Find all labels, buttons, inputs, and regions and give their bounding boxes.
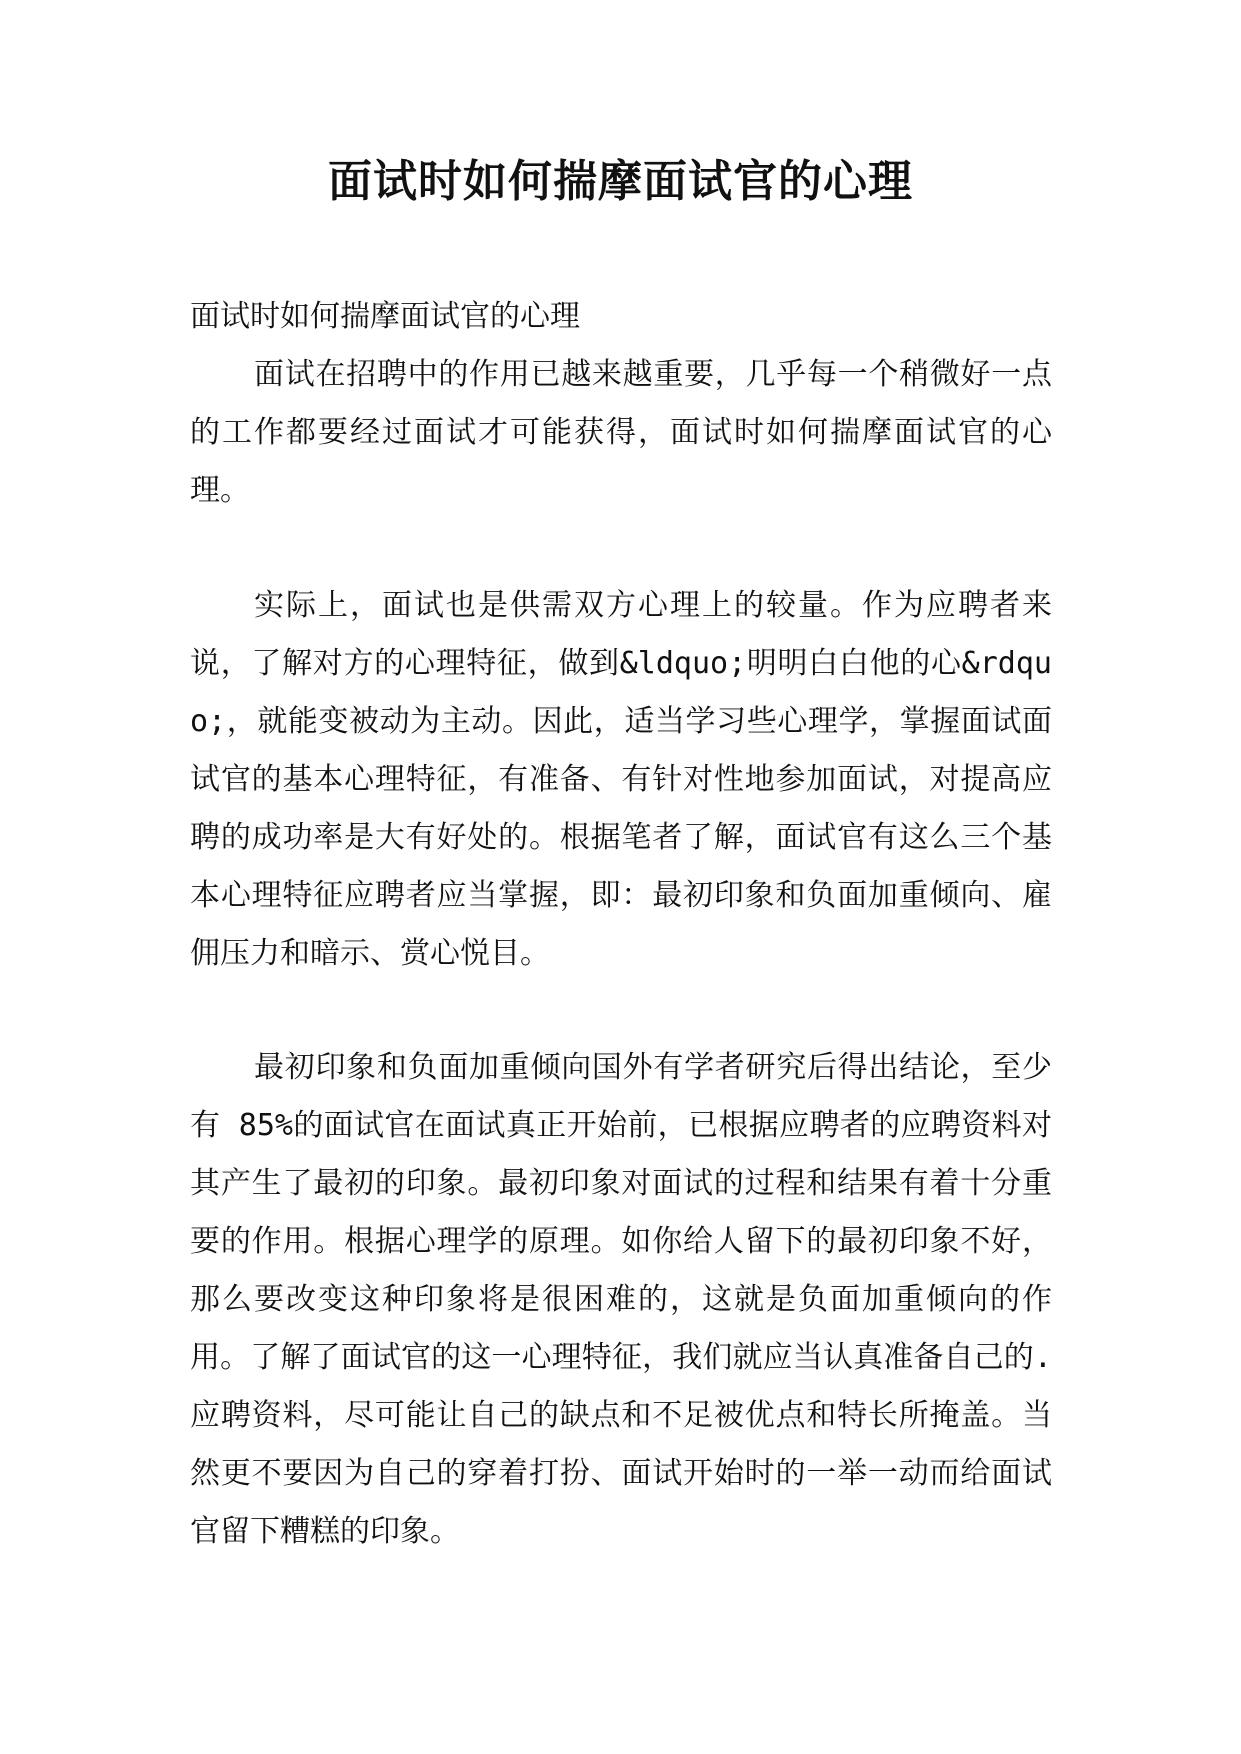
document-title: 面试时如何揣摩面试官的心理 <box>328 156 913 207</box>
paragraph-first-impression: 最初印象和负面加重倾向国外有学者研究后得出结论，至少有 85%的面试官在面试真正开始前，已根据应聘者的应聘资料对其产生了最初的印象。最初印象对面试的过程和结果有着十分重要的作用。根据心理学的原理。如你给人留下的最初印象不好，那么要改变这种印象将是很困难的，这就是负面加重倾向的作用。了解了面试官的这一心理特征，我们就应当认真准备自己的.应聘资料，尽可能让自己的缺点和不足被优点和特长所掩盖。当然更不要因为自己的穿着打扮、面试开始时的一举一动而给面试官留下糟糕的印象。 <box>190 1050 1052 1549</box>
paragraph-intro: 面试在招聘中的作用已越来越重要，几乎每一个稍微好一点的工作都要经过面试才可能获得，面试时如何揣摩面试官的心理。 <box>190 357 1052 508</box>
document-subtitle: 面试时如何揣摩面试官的心理 <box>190 299 580 334</box>
paragraph-psychology-contest: 实际上，面试也是供需双方心理上的较量。作为应聘者来说，了解对方的心理特征，做到&ldquo;明明白白他的心&rdquo;，就能变被动为主动。因此，适当学习些心理学，掌握面试面试官的基本心理特征，有准备、有针对性地参加面试，对提高应聘的成功率是大有好处的。根据笔者了解，面试官有这么三个基本心理特征应聘者应当掌握，即：最初印象和负面加重倾向、雇佣压力和暗示、赏心悦目。 <box>190 588 1052 971</box>
